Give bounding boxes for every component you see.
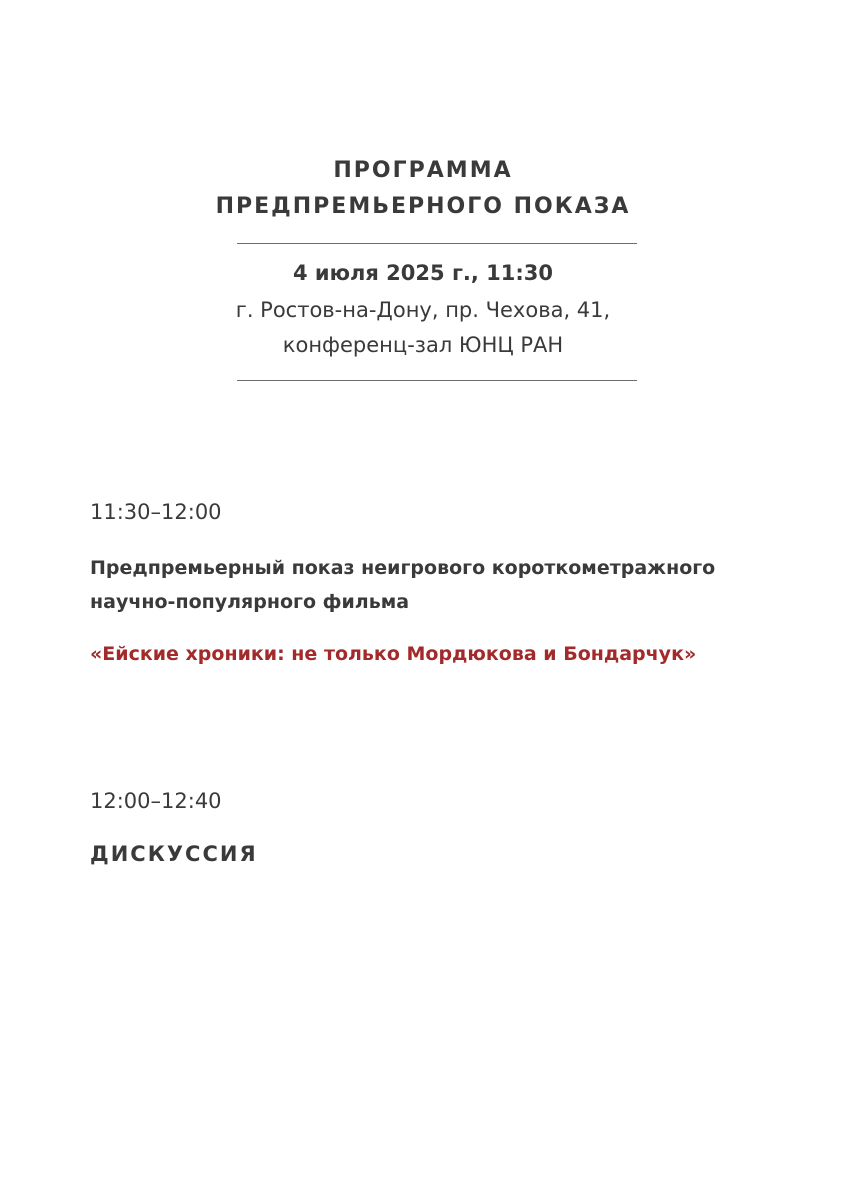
- discussion-title: ДИСКУССИЯ: [90, 842, 258, 866]
- program-item-description-line-2: научно-популярного фильма: [90, 591, 410, 613]
- program-item-time: 12:00–12:40: [90, 789, 222, 813]
- event-address-line-2: конференц-зал ЮНЦ РАН: [282, 333, 564, 357]
- page-title-line-1: ПРОГРАММА: [333, 158, 513, 183]
- page-title-line-2: ПРЕДПРЕМЬЕРНОГО ПОКАЗА: [215, 194, 631, 219]
- event-address-line-1: г. Ростов-на-Дону, пр. Чехова, 41,: [235, 298, 611, 322]
- program-item-description-line-1: Предпремьерный показ неигрового короткометражного: [90, 557, 716, 579]
- event-date-time: 4 июля 2025 г., 11:30: [292, 261, 554, 285]
- header-divider-bottom: [237, 380, 637, 381]
- film-title: «Ейские хроники: не только Мордюкова и Бондарчук»: [90, 643, 697, 665]
- header-divider-top: [237, 243, 637, 244]
- program-item-time: 11:30–12:00: [90, 500, 222, 524]
